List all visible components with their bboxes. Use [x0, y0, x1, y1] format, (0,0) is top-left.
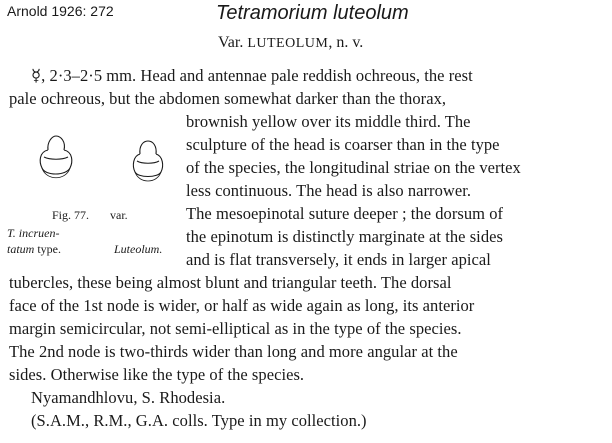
body-line-14: sides. Otherwise like the type of the species. — [9, 365, 305, 384]
body-line-10: tubercles, these being almost blunt and triangular teeth. The dorsal — [9, 273, 452, 292]
body-line-1: ☿, 2·3–2·5 mm. Head and antennae pale reddish ochreous, the rest — [31, 66, 473, 85]
citation: Arnold 1926: 272 — [7, 3, 114, 19]
body-line-11: face of the 1st node is wider, or half as wide again as long, its anterior — [9, 296, 475, 315]
figure-77-drawing — [36, 126, 176, 198]
variety-name: LUTEOLUM — [247, 36, 329, 51]
body-line-12: margin semicircular, not semi-elliptical as in the type of the species. — [9, 319, 462, 338]
variety-suffix: , n. v. — [328, 34, 364, 51]
body-line-16: (S.A.M., R.M., G.A. colls. Type in my collection.) — [31, 411, 367, 430]
figure-caption-left-italic: tatum — [7, 242, 35, 256]
body-line-7: The mesoepinotal suture deeper ; the dorsum of — [186, 204, 504, 223]
luteolum-node-outline — [133, 141, 162, 181]
incruentatum-node-outline — [40, 136, 72, 178]
figure-label: Fig. 77. — [52, 208, 90, 222]
body-line-13: The 2nd node is two-thirds wider than long and more angular at the — [9, 342, 458, 361]
figure-caption-right-line2: Luteolum. — [114, 242, 163, 256]
species-title: Tetramorium luteolum — [216, 2, 409, 24]
body-line-2: pale ochreous, but the abdomen somewhat darker than the thorax, — [9, 89, 447, 108]
body-line-3: brownish yellow over its middle third. The — [186, 112, 471, 131]
variety-prefix: Var. — [218, 34, 244, 51]
body-line-15: Nyamandhlovu, S. Rhodesia. — [31, 388, 226, 407]
variety-heading — [218, 34, 363, 52]
figure-caption-left-rest: type. — [34, 242, 62, 256]
figure-caption-left-line2 — [7, 242, 61, 257]
body-line-6: less continuous. The head is also narrower. — [186, 181, 472, 200]
body-line-9: and is flat transversely, it ends in larger apical — [186, 250, 491, 269]
body-line-4: sculpture of the head is coarser than in the type — [186, 135, 500, 154]
body-line-5: of the species, the longitudinal striae on the vertex — [186, 158, 521, 177]
body-line-8: the epinotum is distinctly marginate at the sides — [186, 227, 503, 246]
figure-caption-left-line1: T. incruen- — [7, 226, 60, 240]
figure-caption-right-line1: var. — [110, 208, 128, 222]
